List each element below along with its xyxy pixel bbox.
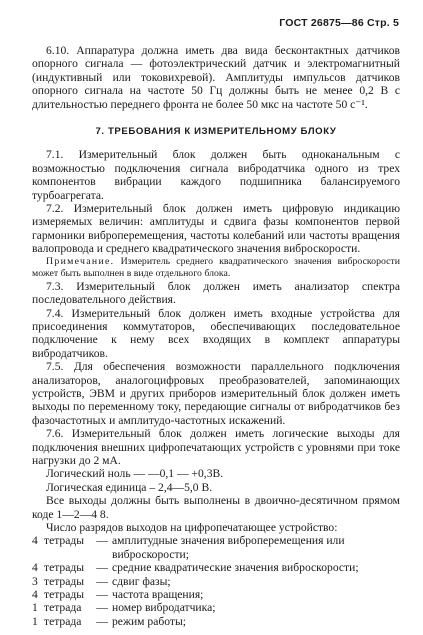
list-item-unit: тетрады (44, 561, 85, 575)
digits-intro: Число разрядов выходов на цифропечатающее устройство: (46, 521, 338, 534)
outputs-code: Все выходы должны быть выполнены в двоично-десятичном прямом коде 1—2—4 8. (32, 494, 400, 521)
paragraph-7-3: 7.3. Измерительный блок должен иметь анализатор спектра последовательного действия. (32, 279, 400, 307)
list-item-text: частота вращения; (112, 588, 204, 602)
list-item-text: режим работы; (112, 614, 186, 628)
note-text: Измеритель среднего квадратического значения виброскорости может быть выполнен в виде отдельного блока. (32, 255, 400, 279)
paragraph-7-1: 7.1. Измерительный блок должен быть одноканальным с возможностью подключения сигнала вибродатчика одного из трех компонентов вибрации каждого подшипника балансируемого турбоагрегата. (32, 148, 400, 202)
list-item-dash: — (96, 574, 108, 588)
logic-one: Логическая единица – 2,4—5,0 В. (46, 480, 213, 494)
list-item-text: номер вибродатчика; (112, 601, 216, 615)
logic-zero: Логический ноль — —0,1 — +0,3В. (46, 467, 224, 481)
list-item-dash: — (96, 601, 108, 615)
list-item-text: амплитудные значения виброперемещения или виброскорости; (112, 534, 345, 561)
note-label: Примечание. (46, 255, 115, 267)
list-item (32, 615, 400, 628)
list-item (32, 561, 400, 574)
paragraph-7-4: 7.4. Измерительный блок должен иметь входные устройства для присоединения коммутаторов, обеспечивающих последовательное подключение к нему всех входящих в комплект аппаратуры вибродатчиков. (32, 306, 400, 360)
list-item-unit: тетрады (44, 574, 85, 588)
digit-list (32, 534, 400, 628)
paragraph-7-2: 7.2. Измерительный блок должен иметь цифровую индикацию измеряемых величин: амплитуды и сдвига фазы компонентов первой гармоники виброперемещения, частоты колебаний или частоты вращения валопровода и среднего квадратического значения виброскорости. (32, 202, 400, 256)
page-header: ГОСТ 26875—86 Стр. 5 (279, 17, 399, 29)
section-heading: 7. ТРЕБОВАНИЯ К ИЗМЕРИТЕЛЬНОМУ БЛОКУ (95, 126, 337, 138)
paragraph-7-5: 7.5. Для обеспечения возможности параллельного подключения анализаторов, аналогоцифровых преобразователей, запоминающих устройств, ЭВМ и других приборов измерительный блок должен иметь выходы по переменному току, передающие сигналы от вибродатчиков без фазочастотных и амплитудо-частотных искажений. (32, 360, 400, 427)
list-item-dash: — (96, 614, 108, 628)
list-item-count: 4 (32, 561, 38, 575)
list-item-unit: тетрады (44, 534, 85, 548)
list-item-count: 4 (32, 534, 38, 548)
list-item-text: средние квадратические значения виброскорости; (112, 561, 359, 575)
list-item (32, 601, 400, 614)
logic-levels (32, 467, 400, 494)
list-item-unit: тетрада (44, 614, 82, 628)
paragraph-6-10: 6.10. Аппаратура должна иметь два вида бесконтактных датчиков опорного сигнала — фотоэлектрический датчик и электромагнитный (индуктивный или токовихревой). Амплитуды импульсов датчиков опорного сигнала на частоте 50 Гц должны быть не менее 0,2 В с длительностью переднего фронта не более 50 мкс на частоте 50 с⁻¹. (32, 44, 400, 111)
list-item-unit: тетрады (44, 588, 85, 602)
list-item-dash: — (96, 534, 108, 548)
list-item-count: 1 (32, 614, 38, 628)
list-item-unit: тетрада (44, 601, 82, 615)
list-item-text: сдвиг фазы; (112, 574, 171, 588)
list-item-dash: — (96, 561, 108, 575)
paragraph-7-6: 7.6. Измерительный блок должен иметь логические выходы для подключения внешних цифропечатающих устройств с уровнями при токе нагрузки до 2 мА. (32, 427, 400, 467)
list-item (32, 534, 400, 561)
list-item (32, 588, 400, 601)
list-item-count: 1 (32, 601, 38, 615)
list-item-dash: — (96, 588, 108, 602)
list-item (32, 575, 400, 588)
list-item-count: 3 (32, 574, 38, 588)
list-item-count: 4 (32, 588, 38, 602)
page-content (32, 44, 400, 628)
note (32, 256, 400, 280)
